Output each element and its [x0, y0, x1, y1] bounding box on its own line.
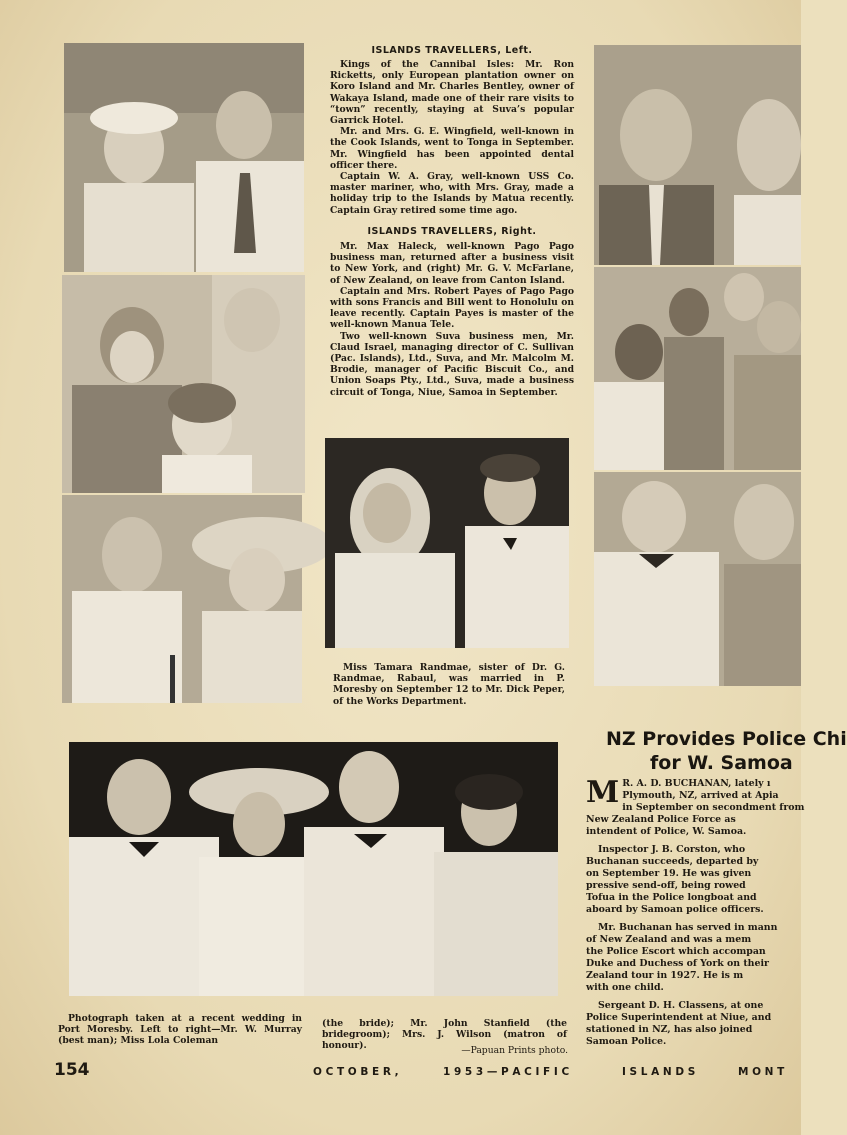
- photo-ricketts-bentley: [64, 43, 304, 272]
- line: Sergeant D. H. Classens, at one: [598, 1000, 764, 1011]
- line: Zealand tour in 1927. He is m: [586, 970, 744, 981]
- article-headline-line2: for W. Samoa: [650, 752, 793, 774]
- footer-islands: I S L A N D S: [622, 1066, 696, 1078]
- bride-caption: Miss Tamara Randmae, sister of Dr. G. Randmae, Rabaul, was married in P. Moresby on September 12 to Mr. Dick Peper, of the Works Department.: [333, 662, 565, 707]
- article-paragraph: [586, 844, 801, 916]
- article-paragraph: [586, 775, 805, 838]
- line: Samoan Police.: [586, 1036, 667, 1047]
- article-paragraph: [586, 1000, 801, 1048]
- footer-monthly: M O N T: [738, 1066, 785, 1078]
- line: on September 19. He was given: [586, 868, 752, 879]
- article-headline-line1: NZ Provides Police Chi: [606, 728, 847, 750]
- line: of New Zealand and was a mem: [586, 934, 752, 945]
- wedding-caption-right: (the bride); Mr. John Stanfield (the bridegroom); Mrs. J. Wilson (matron of honour).: [322, 1018, 567, 1052]
- drop-cap: M: [586, 775, 620, 810]
- footer-month: O C T O B E R ,: [313, 1066, 399, 1078]
- line: stationed in NZ, has also joined: [586, 1024, 753, 1035]
- photo-bride-groom: [325, 438, 569, 648]
- line: the Police Escort which accompan: [586, 946, 766, 957]
- photo-haleck-mcfarlane: [594, 45, 801, 265]
- photo-payes-family: [594, 267, 801, 470]
- footer-year-publication: 1 9 5 3 — P A C I F I C: [443, 1066, 570, 1078]
- section-heading-travellers-left: ISLANDS TRAVELLERS, Left.: [371, 45, 533, 56]
- paragraph: Mr. Max Haleck, well-known Pago Pago business man, returned after a business visit to New York, and (right) Mr. G. V. McFarlane, of New Zealand, on leave from Canton Island.: [330, 241, 574, 286]
- paragraph: Captain and Mrs. Robert Payes of Pago Pago with sons Francis and Bill went to Honolulu on leave recently. Captain Payes is master of the well-known Manua Tele.: [330, 285, 574, 331]
- wedding-photo-credit: —Papuan Prints photo.: [461, 1045, 568, 1056]
- line: New Zealand Police Force as: [586, 814, 736, 825]
- line: Duke and Duchess of York on their: [586, 958, 769, 969]
- section-heading-travellers-right: ISLANDS TRAVELLERS, Right.: [367, 226, 537, 237]
- line: Buchanan succeeds, departed by: [586, 856, 759, 867]
- line: R. A. D. BUCHANAN, lately ı: [622, 778, 771, 789]
- paragraph: Mr. and Mrs. G. E. Wingfield, well-known in the Cook Islands, went to Tonga in September. Mr. Wingfield has been appointed dental officer there.: [330, 126, 574, 171]
- photo-wingfields: [62, 275, 305, 493]
- line: in September on secondment from: [622, 802, 805, 813]
- section-body-travellers-left: [330, 59, 574, 216]
- paragraph: Kings of the Cannibal Isles: Mr. Ron Ricketts, only European plantation owner on Koro Island and Mr. Charles Bentley, owner of Wakaya Island, made one of their rare visits to “town” recently, staying at Suva’s popular Garrick Hotel.: [330, 59, 574, 127]
- line: pressive send-off, being rowed: [586, 880, 746, 891]
- line: with one child.: [586, 982, 664, 993]
- line: Mr. Buchanan has served in mann: [598, 922, 778, 933]
- photo-grays: [62, 495, 302, 703]
- section-body-travellers-right: [330, 241, 574, 398]
- line: intendent of Police, W. Samoa.: [586, 826, 747, 837]
- paragraph: Two well-known Suva business men, Mr. Claud Israel, managing director of C. Sullivan (Pac. Islands), Ltd., Suva, and Mr. Malcolm M. Brodie, manager of Pacific Biscuit Co., and Union Soaps Pty., Ltd., Suva, made a business circuit of Tonga, Niue, Samoa in September.: [330, 330, 574, 398]
- line: Police Superintendent at Niue, and: [586, 1012, 772, 1023]
- page-number: 154: [54, 1060, 90, 1080]
- photo-wedding-group: [69, 742, 558, 996]
- paragraph: Captain W. A. Gray, well-known USS Co. master mariner, who, with Mrs. Gray, made a holiday trip to the Islands by Matua recently. Captain Gray retired some time ago.: [330, 171, 574, 216]
- photo-israel-brodie: [594, 472, 801, 686]
- wedding-caption-left: Photograph taken at a recent wedding in Port Moresby. Left to right—Mr. W. Murray (best man); Miss Lola Coleman: [58, 1013, 302, 1047]
- line: Tofua in the Police longboat and: [586, 892, 757, 903]
- article-paragraph: [586, 922, 801, 994]
- line: aboard by Samoan police officers.: [586, 904, 764, 915]
- line: Plymouth, NZ, arrived at Apia: [622, 790, 779, 801]
- article-body: [586, 775, 805, 1054]
- line: Inspector J. B. Corston, who: [598, 844, 746, 855]
